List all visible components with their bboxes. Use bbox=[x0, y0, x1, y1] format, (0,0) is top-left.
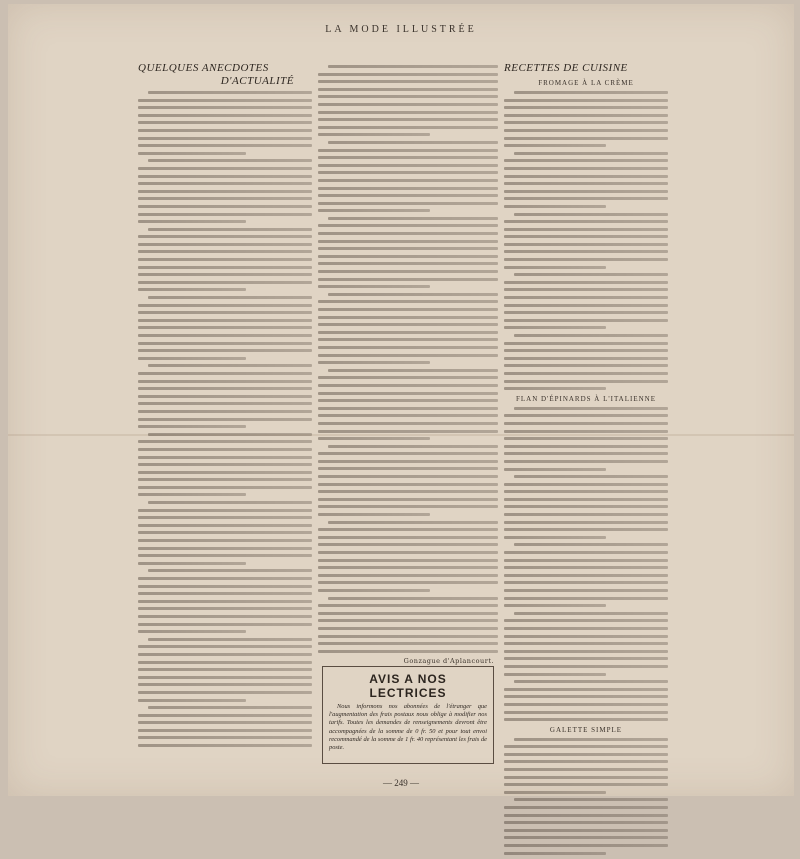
text-line bbox=[318, 650, 498, 653]
text-line bbox=[504, 483, 668, 486]
text-line bbox=[504, 452, 668, 455]
text-line bbox=[504, 821, 668, 824]
recipe-heading-galette: GALETTE SIMPLE bbox=[549, 725, 623, 734]
text-line bbox=[138, 516, 312, 519]
text-line bbox=[148, 228, 312, 231]
avis-box bbox=[322, 666, 494, 764]
text-line bbox=[318, 559, 498, 562]
text-line bbox=[148, 501, 312, 504]
text-line bbox=[318, 247, 498, 250]
text-line bbox=[138, 463, 312, 466]
right-column bbox=[504, 62, 668, 859]
text-line bbox=[138, 250, 312, 253]
text-line bbox=[504, 490, 668, 493]
text-line bbox=[318, 619, 498, 622]
text-line bbox=[318, 574, 498, 577]
text-line bbox=[504, 250, 668, 253]
text-line bbox=[318, 164, 498, 167]
text-line bbox=[318, 209, 430, 212]
text-line bbox=[504, 791, 606, 794]
text-line bbox=[318, 627, 498, 630]
text-line bbox=[318, 202, 498, 205]
text-line bbox=[318, 414, 498, 417]
recipe-body-galette bbox=[504, 738, 668, 855]
text-line bbox=[504, 650, 668, 653]
avis-text: Nous informons nos abonnées de l'étranger que l'augmentation des frais postaux nous oblige à modifier nos tarifs. Toutes les demandes de renseignements devront être accompagnées de la somme de 0 fr. 50 et pour tout envoi recommandé de la somme de 1 fr. 40 représentant les frais de poste. bbox=[329, 703, 487, 752]
text-line bbox=[138, 524, 312, 527]
text-line bbox=[138, 266, 312, 269]
text-line bbox=[318, 581, 498, 584]
text-line bbox=[318, 642, 498, 645]
text-line bbox=[504, 513, 668, 516]
text-line bbox=[138, 554, 312, 557]
text-line bbox=[138, 729, 312, 732]
text-line bbox=[138, 137, 312, 140]
text-line bbox=[138, 683, 312, 686]
running-head: LA MODE ILLUSTRÉE bbox=[325, 24, 477, 35]
text-line bbox=[138, 121, 312, 124]
text-line bbox=[318, 430, 498, 433]
text-line bbox=[504, 852, 606, 855]
text-line bbox=[318, 346, 498, 349]
text-line bbox=[504, 829, 668, 832]
text-line bbox=[138, 478, 312, 481]
text-line bbox=[318, 270, 498, 273]
text-line bbox=[504, 589, 668, 592]
text-line bbox=[504, 258, 668, 261]
text-line bbox=[318, 111, 498, 114]
recipes-title: RECETTES DE CUISINE bbox=[504, 62, 628, 74]
text-line bbox=[148, 364, 312, 367]
text-line bbox=[138, 410, 312, 413]
text-line bbox=[318, 300, 498, 303]
text-line bbox=[138, 357, 246, 360]
text-line bbox=[318, 376, 498, 379]
text-line bbox=[514, 680, 668, 683]
text-line bbox=[504, 364, 668, 367]
text-line bbox=[148, 296, 312, 299]
text-line bbox=[138, 175, 312, 178]
text-line bbox=[504, 528, 668, 531]
text-line bbox=[318, 566, 498, 569]
text-line bbox=[138, 714, 312, 717]
text-line bbox=[504, 760, 668, 763]
text-line bbox=[138, 744, 312, 747]
text-line bbox=[504, 745, 668, 748]
text-line bbox=[504, 468, 606, 471]
text-line bbox=[504, 551, 668, 554]
text-line bbox=[318, 361, 430, 364]
text-line bbox=[504, 642, 668, 645]
text-line bbox=[138, 258, 312, 261]
text-line bbox=[504, 460, 668, 463]
text-line bbox=[138, 220, 246, 223]
text-line bbox=[318, 354, 498, 357]
text-line bbox=[504, 205, 606, 208]
text-line bbox=[318, 316, 498, 319]
text-line bbox=[138, 326, 312, 329]
text-line bbox=[318, 323, 498, 326]
text-line bbox=[138, 630, 246, 633]
text-line bbox=[504, 137, 668, 140]
text-line bbox=[138, 372, 312, 375]
text-line bbox=[504, 311, 668, 314]
text-line bbox=[318, 513, 430, 516]
text-line bbox=[504, 319, 668, 322]
text-line bbox=[138, 311, 312, 314]
text-line bbox=[504, 387, 606, 390]
text-line bbox=[504, 437, 668, 440]
text-line bbox=[504, 357, 668, 360]
text-line bbox=[318, 285, 430, 288]
text-line bbox=[318, 171, 498, 174]
text-line bbox=[138, 213, 312, 216]
text-line bbox=[138, 471, 312, 474]
text-line bbox=[138, 167, 312, 170]
text-line bbox=[138, 288, 246, 291]
text-line bbox=[138, 456, 312, 459]
text-line bbox=[504, 175, 668, 178]
text-line bbox=[318, 437, 430, 440]
text-line bbox=[318, 149, 498, 152]
text-line bbox=[148, 433, 312, 436]
text-line bbox=[504, 536, 606, 539]
text-line bbox=[318, 338, 498, 341]
text-line bbox=[328, 141, 498, 144]
text-line bbox=[318, 399, 498, 402]
text-line bbox=[504, 288, 668, 291]
text-line bbox=[318, 187, 498, 190]
left-article-title-line2: D'ACTUALITÉ bbox=[220, 75, 294, 87]
text-line bbox=[504, 665, 668, 668]
text-line bbox=[318, 232, 498, 235]
text-line bbox=[504, 182, 668, 185]
text-line bbox=[504, 688, 668, 691]
text-line bbox=[504, 597, 668, 600]
text-line bbox=[318, 262, 498, 265]
text-line bbox=[148, 706, 312, 709]
text-line bbox=[504, 167, 668, 170]
text-line bbox=[504, 304, 668, 307]
text-line bbox=[318, 536, 498, 539]
text-line bbox=[138, 99, 312, 102]
text-line bbox=[328, 369, 498, 372]
text-line bbox=[504, 711, 668, 714]
text-line bbox=[138, 577, 312, 580]
text-line bbox=[138, 334, 312, 337]
text-line bbox=[138, 418, 312, 421]
text-line bbox=[138, 736, 312, 739]
text-line bbox=[504, 144, 606, 147]
text-line bbox=[148, 569, 312, 572]
text-line bbox=[138, 380, 312, 383]
text-line bbox=[514, 738, 668, 741]
text-line bbox=[504, 326, 606, 329]
text-line bbox=[138, 691, 312, 694]
text-line bbox=[318, 331, 498, 334]
text-line bbox=[504, 814, 668, 817]
text-line bbox=[148, 159, 312, 162]
text-line bbox=[138, 273, 312, 276]
text-line bbox=[504, 718, 668, 721]
text-line bbox=[138, 387, 312, 390]
text-line bbox=[318, 460, 498, 463]
text-line bbox=[318, 255, 498, 258]
text-line bbox=[514, 213, 668, 216]
text-line bbox=[318, 543, 498, 546]
text-line bbox=[138, 699, 246, 702]
article-signature: Gonzague d'Aplancourt. bbox=[403, 657, 494, 666]
text-line bbox=[318, 528, 498, 531]
text-line bbox=[504, 836, 668, 839]
recipe-heading-fromage: FROMAGE À LA CRÈME bbox=[538, 79, 634, 87]
text-line bbox=[138, 448, 312, 451]
text-line bbox=[504, 498, 668, 501]
text-line bbox=[504, 296, 668, 299]
text-line bbox=[138, 243, 312, 246]
text-line bbox=[138, 653, 312, 656]
text-line bbox=[318, 604, 498, 607]
text-line bbox=[138, 129, 312, 132]
text-line bbox=[504, 581, 668, 584]
text-line bbox=[504, 266, 606, 269]
text-line bbox=[318, 505, 498, 508]
recipe-body-fromage bbox=[504, 91, 668, 390]
text-line bbox=[318, 422, 498, 425]
text-line bbox=[318, 551, 498, 554]
text-line bbox=[514, 152, 668, 155]
text-line bbox=[138, 304, 312, 307]
text-line bbox=[328, 217, 498, 220]
text-line bbox=[318, 118, 498, 121]
text-line bbox=[318, 73, 498, 76]
text-line bbox=[328, 293, 498, 296]
text-line bbox=[138, 585, 312, 588]
text-line bbox=[318, 194, 498, 197]
text-line bbox=[504, 505, 668, 508]
text-line bbox=[318, 452, 498, 455]
text-line bbox=[504, 228, 668, 231]
text-line bbox=[504, 559, 668, 562]
text-line bbox=[138, 623, 312, 626]
text-line bbox=[318, 224, 498, 227]
text-line bbox=[138, 493, 246, 496]
text-line bbox=[318, 240, 498, 243]
text-line bbox=[504, 806, 668, 809]
text-line bbox=[504, 114, 668, 117]
text-line bbox=[328, 445, 498, 448]
text-line bbox=[504, 619, 668, 622]
text-line bbox=[504, 372, 668, 375]
text-line bbox=[504, 197, 668, 200]
text-line bbox=[318, 407, 498, 410]
text-line bbox=[138, 592, 312, 595]
text-line bbox=[514, 273, 668, 276]
text-line bbox=[514, 334, 668, 337]
text-line bbox=[318, 103, 498, 106]
text-line bbox=[504, 695, 668, 698]
left-column bbox=[138, 62, 312, 752]
text-line bbox=[318, 467, 498, 470]
text-line bbox=[318, 308, 498, 311]
text-line bbox=[138, 106, 312, 109]
text-line bbox=[318, 80, 498, 83]
text-line bbox=[504, 422, 668, 425]
text-line bbox=[318, 483, 498, 486]
text-line bbox=[138, 645, 312, 648]
text-line bbox=[138, 661, 312, 664]
text-line bbox=[138, 539, 312, 542]
text-line bbox=[138, 668, 312, 671]
text-line bbox=[318, 126, 498, 129]
text-line bbox=[138, 235, 312, 238]
text-line bbox=[514, 543, 668, 546]
text-line bbox=[138, 486, 312, 489]
text-line bbox=[328, 597, 498, 600]
avis-title: AVIS A NOS LECTRICES bbox=[369, 672, 447, 700]
text-line bbox=[138, 600, 312, 603]
text-line bbox=[504, 673, 606, 676]
text-line bbox=[504, 753, 668, 756]
text-line bbox=[138, 114, 312, 117]
text-line bbox=[318, 635, 498, 638]
text-line bbox=[504, 604, 606, 607]
text-line bbox=[504, 627, 668, 630]
text-line bbox=[138, 615, 312, 618]
text-line bbox=[138, 402, 312, 405]
text-line bbox=[138, 531, 312, 534]
text-line bbox=[504, 190, 668, 193]
magazine-page bbox=[8, 4, 794, 796]
text-line bbox=[504, 566, 668, 569]
text-line bbox=[514, 407, 668, 410]
middle-article-body bbox=[318, 65, 498, 653]
text-line bbox=[148, 91, 312, 94]
text-line bbox=[504, 281, 668, 284]
text-line bbox=[138, 144, 312, 147]
text-line bbox=[318, 589, 430, 592]
text-line bbox=[504, 99, 668, 102]
text-line bbox=[318, 88, 498, 91]
text-line bbox=[148, 638, 312, 641]
text-line bbox=[504, 380, 668, 383]
text-line bbox=[328, 65, 498, 68]
text-line bbox=[504, 129, 668, 132]
text-line bbox=[504, 243, 668, 246]
text-line bbox=[138, 152, 246, 155]
text-line bbox=[504, 106, 668, 109]
text-line bbox=[138, 562, 246, 565]
text-line bbox=[138, 721, 312, 724]
text-line bbox=[514, 475, 668, 478]
recipe-heading-flan: FLAN D'ÉPINARDS À L'ITALIENNE bbox=[515, 394, 657, 403]
text-line bbox=[138, 395, 312, 398]
text-line bbox=[514, 612, 668, 615]
text-line bbox=[318, 384, 498, 387]
text-line bbox=[138, 205, 312, 208]
text-line bbox=[504, 235, 668, 238]
text-line bbox=[504, 349, 668, 352]
text-line bbox=[504, 703, 668, 706]
text-line bbox=[504, 635, 668, 638]
text-line bbox=[318, 392, 498, 395]
text-line bbox=[514, 91, 668, 94]
text-line bbox=[138, 547, 312, 550]
left-article-title-line1: QUELQUES ANECDOTES bbox=[138, 62, 269, 74]
text-line bbox=[328, 521, 498, 524]
text-line bbox=[504, 414, 668, 417]
text-line bbox=[318, 179, 498, 182]
text-line bbox=[138, 342, 312, 345]
text-line bbox=[138, 190, 312, 193]
text-line bbox=[504, 445, 668, 448]
text-line bbox=[138, 319, 312, 322]
text-line bbox=[504, 220, 668, 223]
text-line bbox=[504, 521, 668, 524]
text-line bbox=[504, 657, 668, 660]
text-line bbox=[138, 197, 312, 200]
text-line bbox=[138, 349, 312, 352]
text-line bbox=[504, 430, 668, 433]
text-line bbox=[318, 612, 498, 615]
text-line bbox=[318, 278, 498, 281]
text-line bbox=[138, 425, 246, 428]
text-line bbox=[318, 490, 498, 493]
text-line bbox=[504, 121, 668, 124]
recipe-body-flan bbox=[504, 407, 668, 721]
left-article-body bbox=[138, 91, 312, 747]
text-line bbox=[318, 498, 498, 501]
text-line bbox=[138, 281, 312, 284]
text-line bbox=[318, 133, 430, 136]
page-number: — 249 — bbox=[383, 778, 419, 788]
text-line bbox=[138, 182, 312, 185]
text-line bbox=[504, 342, 668, 345]
text-line bbox=[138, 440, 312, 443]
text-line bbox=[318, 475, 498, 478]
text-line bbox=[504, 844, 668, 847]
text-line bbox=[318, 95, 498, 98]
middle-column bbox=[318, 62, 498, 665]
text-line bbox=[504, 574, 668, 577]
text-line bbox=[504, 159, 668, 162]
text-line bbox=[138, 676, 312, 679]
text-line bbox=[318, 156, 498, 159]
text-line bbox=[504, 768, 668, 771]
text-line bbox=[138, 509, 312, 512]
text-line bbox=[138, 607, 312, 610]
